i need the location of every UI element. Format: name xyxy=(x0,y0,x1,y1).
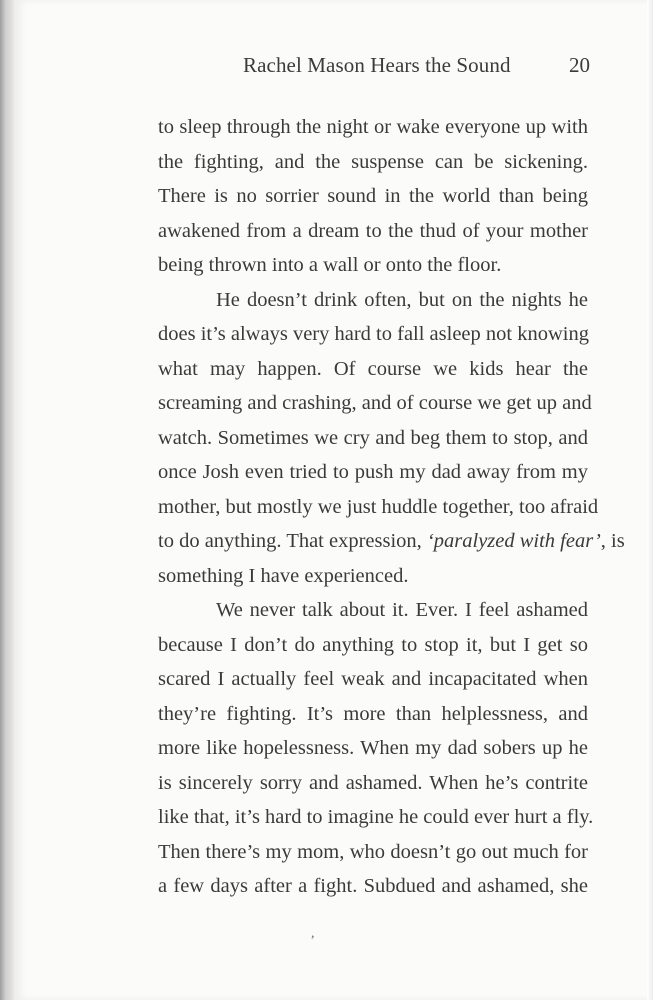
text-line: mother, but mostly we just huddle together, too afraid xyxy=(158,495,599,518)
text-line: more like hopelessness. When my dad sobers up he xyxy=(158,737,588,759)
text-line: scared I actually feel weak and incapacitated when xyxy=(158,668,588,690)
text-line: what may happen. Of course we kids hear the xyxy=(158,357,588,380)
text-line: something I have experienced. xyxy=(158,564,409,587)
page-number: 20 xyxy=(569,53,590,77)
text-line: the fighting, and the suspense can be sickening. xyxy=(158,150,588,173)
text-line: We never talk about it. Ever. I feel ashamed xyxy=(216,599,588,621)
text-line: watch. Sometimes we cry and beg them to stop, and xyxy=(158,426,588,449)
text-segment: , is xyxy=(600,530,625,552)
print-mark: , xyxy=(311,926,315,941)
text-line: because I don’t do anything to stop it, but I get so xyxy=(158,633,588,656)
text-line: a few days after a fight. Subdued and ashamed, she xyxy=(158,875,588,897)
text-line: they’re fighting. It’s more than helplessness, and xyxy=(158,702,588,725)
body-text xyxy=(158,110,625,904)
text-line: There is no sorrier sound in the world than being xyxy=(158,185,588,207)
text-line: is sincerely sorry and ashamed. When he’s contrite xyxy=(158,771,588,794)
text-line: like that, it’s hard to imagine he could ever hurt a fly. xyxy=(158,806,594,828)
text-line: Then there’s my mom, who doesn’t go out much for xyxy=(158,840,588,863)
text-segment: to do anything. That expression, xyxy=(158,530,422,552)
text-line-with-emphasis xyxy=(158,524,625,559)
page-edge xyxy=(647,0,653,1000)
text-line: He doesn’t drink often, but on the nights he xyxy=(216,288,588,311)
running-header-title: Rachel Mason Hears the Sound xyxy=(243,53,511,77)
book-spine-shadow xyxy=(0,0,14,1000)
emphasized-phrase: ‘paralyzed with fear’ xyxy=(426,530,601,552)
text-line: awakened from a dream to the thud of your mother xyxy=(158,219,588,242)
text-line: does it’s always very hard to fall asleep not knowing xyxy=(158,323,589,345)
text-line: to sleep through the night or wake everyone up with xyxy=(158,116,588,138)
text-line: screaming and crashing, and of course we get up and xyxy=(158,392,592,414)
text-line: once Josh even tried to push my dad away from my xyxy=(158,461,588,483)
text-line: being thrown into a wall or onto the floor. xyxy=(158,254,502,276)
